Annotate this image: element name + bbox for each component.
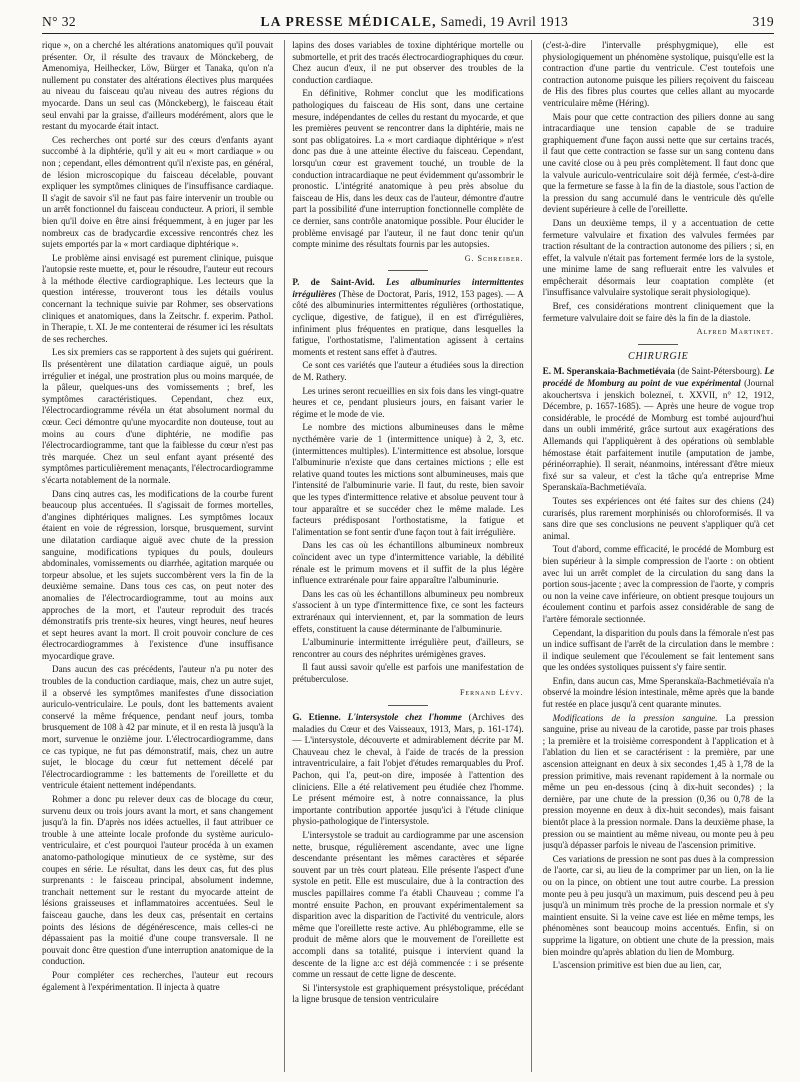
issue-date: Samedi, 19 Avril 1913 bbox=[440, 14, 569, 29]
review-title: Le procédé de Momburg au point de vue expérimental bbox=[542, 366, 774, 389]
review-author: E. M. Speranskaia-Bachmetiévaia bbox=[542, 366, 676, 377]
review-author: G. Etienne. bbox=[292, 712, 341, 723]
column-middle bbox=[284, 40, 531, 1072]
column-left bbox=[42, 40, 273, 1072]
review-text: (Thèse de Doctorat, Paris, 1912, 153 pages). — A côté des albuminuries intermittentes régulières (orthostatique, cyclique, digestive, de fatigue), il en est d'irrégulières, infiniment plus fréquentes en pratique, dans lesquelles la fatigue, l'orthostatisme, l'alimentation agissent à certains moments et restent sans effet à d'autres. bbox=[292, 288, 524, 357]
review-affiliation: (de Saint-Pétersbourg). bbox=[677, 366, 763, 377]
paragraph: Mais pour que cette contraction des piliers donne au sang intracardiaque une tension capable de se traduire graphiquement d'une façon aussi nette que sur certains tracés, il faut que cette contraction se fasse sur un sang contenu dans une cavité close ou à peu près complètement. Il faut donc que la valvule auriculo-ventriculaire soit déjà fermée, c'est-à-dire que la fermeture se fasse à la fin de la diastole, sous l'action de la pression du sang accumulé dans le ventricule dès qu'elle devient supérieure à celle de l'oreillette. bbox=[542, 111, 774, 215]
divider bbox=[388, 270, 428, 271]
paragraph: Toutes ses expériences ont été faites sur des chiens (24) curarisés, plus rarement morphinisés ou chloroformisés. Il va sans dire que ses conclusions ne peuvent s'appliquer qu'à cet animal. bbox=[542, 495, 774, 541]
paragraph: Les urines seront recueillies en six fois dans les vingt-quatre heures et ce, pendant plusieurs jours, en faisant varier le régime et le mode de vie. bbox=[292, 385, 524, 419]
paragraph: L'albuminurie intermittente irrégulière peut, d'ailleurs, se rencontrer au cours des néphrites urémigènes graves. bbox=[292, 637, 524, 659]
review-author: P. de Saint-Avid. bbox=[292, 277, 375, 288]
paragraph: L'intersystole se traduit au cardiogramme par une ascension nette, brusque, régulièrement ascendante, avec une ligne descendante présentant les mêmes caractères et séparée souvent par un très court plateau. Elle présente l'aspect d'une systole en petit. Elle est musculaire, due à la contraction des muscles papillaires comme l'a établi Chauveau ; comme l'a montré ensuite Pachon, en prouvant expérimentalement sa disparition avec la disparition de l'activité du ventricule, alors même que l'oreillette reste active. Au phlébogramme, elle se produit de même alors que le mouvement de l'oreillette est accompli dans sa totalité, puisque i intervient quand la descente de la ligne a:c est déjà commencée : i se présente comme un ressaut de cette ligne de descente. bbox=[292, 830, 524, 980]
paragraph: Ces variations de pression ne sont pas dues à la compression de l'aorte, car si, au lieu de la comprimer par un lien, on la lie ou on la pince, on obtient une tout autre courbe. La pression monte peu à peu jusqu'à un maximum, puis descend peu à peu jusqu'à un minimum très proche de la pression normale et s'y maintient ensuite. Si la veine cave est liée en même temps, les phénomènes sont beaucoup moins accentués. Enfin, si on supprime la ligature, on obtient une chute de la pression, mais bien moindre qu'après ablation du lien de Momburg. bbox=[542, 853, 774, 957]
columns bbox=[42, 40, 774, 1072]
paragraph: Dans les cas où les échantillons albumineux peu nombreux s'associent à un type d'intermittence fixe, ce sont les facteurs extrarénaux qui interviennent, et, par la sommation de leurs effets, constituent la cause déterminante de l'albuminurie. bbox=[292, 588, 524, 634]
paragraph: Il faut aussi savoir qu'elle est parfois une manifestation de prétuberculose. bbox=[292, 662, 524, 684]
journal-title: LA PRESSE MÉDICALE, bbox=[260, 14, 437, 29]
page-number: 319 bbox=[752, 14, 774, 29]
review-entry bbox=[543, 366, 774, 494]
paragraph: Si l'intersystole est graphiquement présystolique, précédant la ligne brusque de tension ventriculaire bbox=[292, 982, 524, 1005]
paragraph: Rohmer a donc pu relever deux cas de blocage du cœur, survenu deux ou trois jours avant la mort, et sans changement jusqu'à la fin. D'après nos idées actuelles, il faut attribuer ce trouble à une atteinte locale profonde du système auriculo-ventriculaire, et c'est pourquoi l'auteur procéda à un examen anatomo-pathologique minutieux de ce système, sur des coupes en série. Le résultat, dans les deux cas, fut des plus surprenants : le faisceau principal, absolument indemne, tranchait nettement sur le restant du myocarde atteint de lésions graisseuses et inflammatoires accentuées. Seul le faisceau gauche, dans les deux cas, présentait en certains points des lésions de dégénérescence, mais celles-ci ne dépassaient pas la moitié d'une coupe transversale. Il ne pouvait donc être question d'une interruption anatomique de la conduction. bbox=[42, 794, 274, 967]
review-entry bbox=[292, 277, 523, 358]
divider bbox=[638, 344, 678, 345]
paragraph: Dans les cas où les échantillons albumineux nombreux coïncident avec un type d'intermittence variable, la débilité rénale est le primum movens et il suffit de la plus légère influence extrarénale pour faire apparaître l'albuminurie. bbox=[292, 540, 524, 586]
review-entry bbox=[292, 712, 523, 828]
paragraph: Ce sont ces variétés que l'auteur a étudiées sous la direction de M. Rathery. bbox=[292, 360, 524, 383]
paragraph: L'ascension primitive est bien due au lien, car, bbox=[552, 960, 722, 971]
author-signature: Alfred Martinet. bbox=[696, 327, 774, 337]
review-title: L'intersystole chez l'homme bbox=[347, 712, 462, 723]
section-heading: CHIRURGIE bbox=[628, 350, 689, 362]
paragraph bbox=[543, 713, 774, 852]
column-right bbox=[543, 40, 774, 1072]
paragraph: Cependant, la disparition du pouls dans la fémorale n'est pas un indice suffisant de l'arrêt de la circulation dans le membre : il indique seulement que l'écoulement se fait lentement sans que les ondées systoliques puissent s'y faire sentir. bbox=[542, 627, 774, 673]
paragraph: (c'est-à-dire l'intervalle présphygmique), elle est physiologiquement un phénomène systolique, puisqu'elle est la contraction d'une partie du ventricule. C'est toutefois une contraction autonome puisque les piliers reçoivent du faisceau de His des fibres plus courtes que celles allant au myocarde ventriculaire même (Héring). bbox=[542, 40, 774, 108]
paragraph: Enfin, dans aucun cas, Mme Speranskaïa-Bachmetiévaïa n'a observé la moindre lésion intestinale, même après que la bande fut restée en place jusqu'à cent quarante minutes. bbox=[542, 675, 774, 710]
masthead bbox=[261, 14, 569, 30]
review-title: Les albuminuries intermittentes irrégulières bbox=[292, 277, 524, 299]
review-text: (Journal akouchertsva i jenskich bolezneï, t. XXVII, n° 12, 1912, Décembre, p. 1657-1685). — Après une heure de vogue trop considérable, le procédé de Momburg est tombé aujourd'hui dans un oubli immérité, grâce surtout aux exagérations des Allemands qui l'appliquèrent à des opérations où semblable hémostase était parfaitement inutile (amputation de jambe, périnéorraphie). Il serait, néanmoins, intéressant d'être mieux fixé sur sa valeur, et c'est la tâche qu'a entreprise Mme Speranskaïa-Bachmetiévaïa. bbox=[542, 378, 774, 493]
paragraph: Pour compléter ces recherches, l'auteur eut recours également à l'expérimentation. Il injecta à quatre bbox=[42, 969, 274, 992]
paragraph: lapins des doses variables de toxine diphtérique mortelle ou submortelle, et prit des tracés électrocardiographiques du cœur. Chez aucun d'eux, il ne put observer des troubles de la conduction cardiaque. bbox=[292, 40, 524, 85]
paragraph: Dans cinq autres cas, les modifications de la courbe furent beaucoup plus accentuées. Il s'agissait de formes mortelles, d'angines diphtériques malignes. Les symptômes locaux étaient en voie de régression, lorsque, brusquement, survint une dilatation cardiaque aiguë avec chute de la pression sanguine, modifications typiques du pouls, douleurs abdominales, vomissements ou diarrhée, agitation marquée ou torpeur absolue, et les sujets succombèrent vers la fin de la deuxième semaine. Dans tous ces cas, on peut noter des anomalies de l'électrocardiogramme, tout au moins aux approches de la mort, et l'auteur reproduit des tracés démonstratifs pris trente-six heures, vingt heures, neuf heures et sept heures avant la mort. Il croit pouvoir conclure de ces électrocardiogrammes à l'existence d'une insuffisance myocardique grave. bbox=[42, 488, 274, 661]
issue-number: N° 32 bbox=[42, 14, 77, 29]
paragraph: Le problème ainsi envisagé est purement clinique, puisque l'autopsie reste muette, et, pour le résoudre, l'auteur eut recours à la méthode élective cardiographique. Les lecteurs que la question intéresse, trouveront tous les détails voulus concernant la technique suivie par Rohmer, ses observations cliniques et anatomiques, dans la Zeitschr. f. experim. Pathol. in Therapie, t. XI. Je me contenterai de résumer ici les résultats de ses recherches. bbox=[42, 252, 274, 344]
paragraph: Les six premiers cas se rapportent à des sujets qui guérirent. Ils présentèrent une dilatation cardiaque aiguë, un pouls irrégulier et inégal, une prostration plus ou moins marquée, de la pâleur, quelques-uns des vomissements ; bref, les symptômes caractéristiques. Cependant, chez eux, l'électrocardiogramme révéla un état absolument normal du cœur. Ceci démontre qu'une myocardite non douteuse, tout au moins au cours d'une diphtérie, ne modifie pas l'électrocardiogramme, tant que la faiblesse du cœur n'est pas très marquée. Chez un seul enfant ayant présenté des symptômes particulièrement menaçants, l'électrocardiogramme s'écarta notablement de la normale. bbox=[42, 347, 274, 485]
paragraph: Tout d'abord, comme efficacité, le procédé de Momburg est bien supérieur à la simple compression de l'aorte : on obtient avec lui un arrêt complet de la circulation du sang dans la portion sous-jacente ; avec la compression de l'aorte, y compris ou non la veine cave inférieure, on obtient presque toujours un écoulement continu et parfois assez considérable de sang de l'artère fémorale sectionnée. bbox=[542, 544, 774, 624]
paragraph: Dans un deuxième temps, il y a accentuation de cette fermeture valvulaire et fixation des valvules fermées par traction résultant de la contraction autonome des piliers ; si, en effet, la valvule n'était pas fortement fermée lors de la systole, une minime lame de sang refluerait entre les valvules et empêcherait désormais leur coaptation complète (et l'insuffisance valvulaire systolique serait physiologique). bbox=[542, 217, 774, 298]
subsection-lead: Modifications de la pression sanguine. bbox=[552, 712, 718, 723]
review-text: (Archives des maladies du Cœur et des Vaisseaux, 1913, Mars, p. 161-174). — L'intersystole, découverte et admirablement décrite par M. Chauveau chez le cheval, à l'aide de tracés de la pression intraventriculaire, a fait l'objet d'études remarquables du Prof. Pachon, qui l'a, peut-on dire, imposée à l'attention des cliniciens. Elle a été relativement peu étudiée chez l'homme. Le présent mémoire est, à notre connaissance, la plus importante contribution apportée jusqu'ici à l'étude clinique physio-pathologique de l'intersystole. bbox=[292, 712, 524, 827]
paragraph: rique », on a cherché les altérations anatomiques qu'il pouvait présenter. Or, il résulte des travaux de Mönckeberg, de Amenomiya, Heilhecker, Löw, Bürger et Tanaka, qu'on n'a nullement pu constater des altérations électives plus marquées au niveau du faisceau qu'au niveau des autres régions du myocarde. Dans un seul cas (Mönckeberg), le faisceau était seul envahi par la graisse, d'ailleurs modérément, alors que le restant du myocarde était intact. bbox=[42, 40, 274, 132]
paragraph: Le nombre des mictions albumineuses dans le même nycthémère varie de 1 (intermittence unique) à 2, 3, etc. (intermittences multiples). L'intermittence est absolue, lorsque l'albuminurie n'existe que dans certaines mictions ; elle est relative quand toutes les mictions sont albumineuses, mais que l'intensité de l'albuminurie varie. Il faut, du reste, bien savoir que les types d'intermittence relative et absolue peuvent tour à tour apparaître et se succéder chez le même malade. Les facteurs prédisposant l'orthostatisme, la fatigue et l'alimentation se font sentir d'une façon tout à fait irrégulière. bbox=[292, 422, 524, 537]
paragraph-text: La pression sanguine, prise au niveau de la carotide, passe par trois phases ; la première et la troisième correspondent à l'application et à l'ablation du lien et se caractérisent : la première, par une ascension atteignant en deux à six secondes 1,45 à 1,78 de la pression primitive, mais revenant rapidement à la normale ou même un peu en-dessous (cinq à dix-huit secondes) ; la dernière, par une chute de la pression (0,36 ou 0,78 de la pression moyenne en deux à dix-huit secondes), mais faisant bientôt place à la pression normale. Dans la deuxième phase, la pression ou se maintient au même niveau, ou monte peu à peu jusqu'à dépasser parfois le niveau de l'ascension primitive. bbox=[542, 712, 774, 851]
paragraph: En définitive, Rohmer conclut que les modifications pathologiques du faisceau de His sont, dans une certaine mesure, indépendantes de celles du restant du myocarde, et que les premières peuvent se rencontrer dans la diphtérie, mais ne sont pas obligatoires. La « mort cardiaque diphtérique » n'est donc pas due à une atteinte élective du faisceau. Cependant, lorsqu'un cœur est gravement touché, un trouble de la conduction intracardiaque ne peut évidemment qu'assombrir le pronostic. L'intégrité anatomique à peu près absolue du faisceau de His, dans les deux cas de l'auteur, démontre d'autre part la possibilité d'une interruption fonctionnelle complète de ce dernier, sans contrôle anatomique possible. Pour élucider le problème envisagé par l'auteur, il ne faut donc tenir qu'un compte minime des résultats fournis par les autopsies. bbox=[292, 88, 524, 250]
running-head bbox=[42, 14, 774, 34]
paragraph: Ces recherches ont porté sur des cœurs d'enfants ayant succombé à la diphtérie, qu'il y ait eu « mort cardiaque » ou non ; cependant, elles démontrent qu'il n'existe pas, en général, de lésion microscopique du faisceau décelable, pouvant expliquer les symptômes cliniques de l'insuffisance cardiaque. Il s'agit de savoir s'il ne faut pas faire intervenir un trouble ou un arrêt fonctionnel du faisceau conducteur. A priori, il semble bien qu'il doive en être ainsi fréquemment, à en juger par les nombreux cas de bradycardie excessive rencontrés chez les sujets emportés par la « mort cardiaque diphtérique ». bbox=[42, 134, 274, 250]
divider bbox=[388, 705, 428, 706]
author-signature: G. Schreiber. bbox=[464, 253, 524, 263]
paragraph: Bref, ces considérations montrent cliniquement que la fermeture valvulaire doit se faire dès la fin de la diastole. bbox=[542, 301, 774, 323]
author-signature: Fernand Lévy. bbox=[459, 688, 524, 698]
paragraph: Dans aucun des cas précédents, l'auteur n'a pu noter des troubles de la conduction cardiaque, mais, chez un autre sujet, il a observé les symptômes manifestes d'une dissociation auriculo-ventriculaire. Le pouls, dont les battements avaient conservé la même fréquence, pendant neuf jours, tomba brusquement de 108 à 42 par minute, et il en resta là jusqu'à la mort, survenue le onzième jour. L'électrocardiogramme, dans ce cas typique, ne fut pas démonstratif, mais, chez un autre sujet, le blocage du cœur fut nettement décelé par l'électrocardiogramme : les battements de l'oreillette et du ventricule étaient nettement indépendants. bbox=[42, 664, 274, 791]
